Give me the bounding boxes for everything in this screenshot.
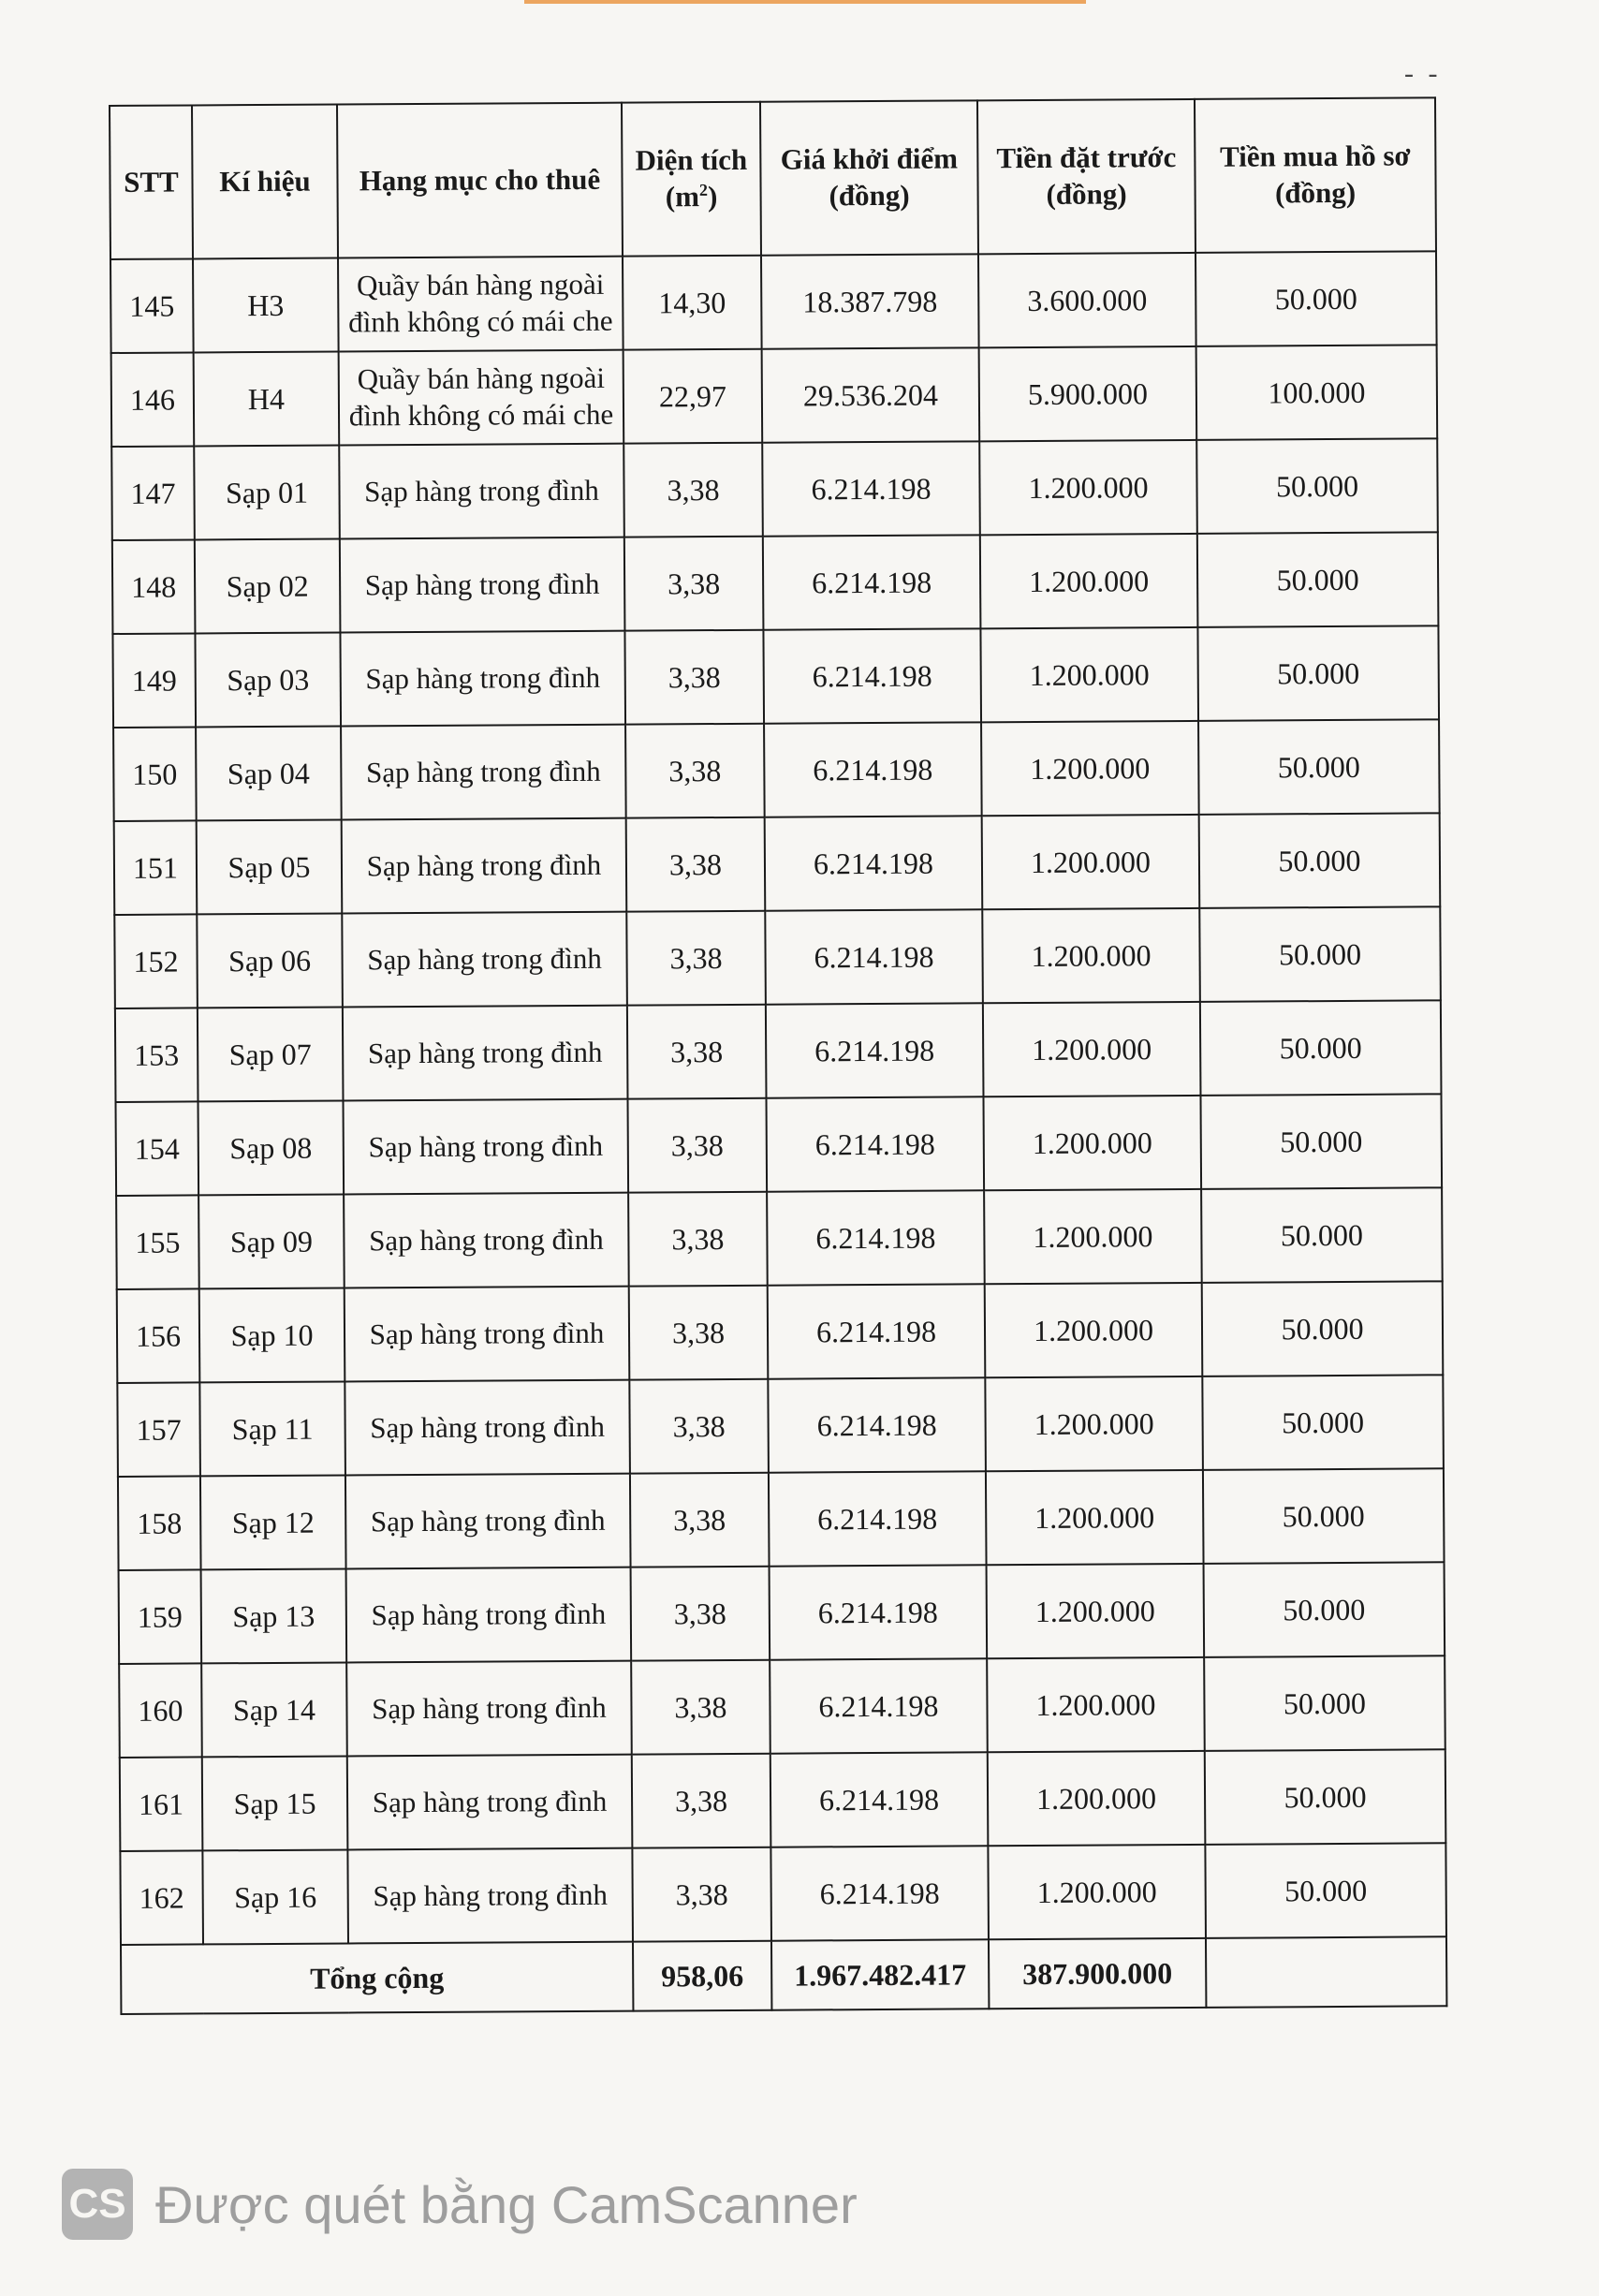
cell-dossier: 50.000 bbox=[1205, 1843, 1446, 1938]
cell-deposit: 5.900.000 bbox=[979, 346, 1197, 441]
cell-deposit: 1.200.000 bbox=[982, 908, 1200, 1003]
table-row bbox=[119, 1656, 1445, 1758]
cell-area: 3,38 bbox=[629, 1286, 769, 1380]
cell-symbol: Sạp 04 bbox=[196, 726, 342, 820]
cell-item: Sạp hàng trong đình bbox=[341, 725, 626, 820]
cell-item: Sạp hàng trong đình bbox=[342, 818, 627, 914]
table-row bbox=[111, 438, 1438, 540]
cell-dossier: 50.000 bbox=[1200, 1000, 1442, 1096]
cell-deposit: 1.200.000 bbox=[987, 1564, 1205, 1658]
cell-item: Sạp hàng trong đình bbox=[340, 631, 625, 727]
cell-stt: 157 bbox=[117, 1382, 200, 1477]
cell-area: 3,38 bbox=[627, 1005, 767, 1099]
cell-start-price: 6.214.198 bbox=[763, 535, 981, 629]
scan-marks: - - bbox=[1404, 58, 1442, 89]
cell-start-price: 6.214.198 bbox=[766, 1003, 984, 1097]
cell-deposit: 3.600.000 bbox=[978, 253, 1196, 347]
cell-area: 3,38 bbox=[626, 817, 766, 912]
cell-item: Quầy bán hàng ngoài đình không có mái che bbox=[338, 257, 623, 352]
cell-area: 3,38 bbox=[632, 1847, 771, 1942]
cell-start-price: 6.214.198 bbox=[763, 628, 981, 723]
cell-deposit: 1.200.000 bbox=[983, 1096, 1201, 1190]
cell-item: Sạp hàng trong đình bbox=[343, 1006, 628, 1101]
total-deposit: 387.900.000 bbox=[989, 1938, 1206, 2009]
cell-deposit: 1.200.000 bbox=[981, 721, 1199, 816]
header-symbol: Kí hiệu bbox=[192, 105, 338, 259]
cell-stt: 156 bbox=[117, 1288, 200, 1383]
cell-symbol: Sạp 02 bbox=[195, 539, 341, 634]
cell-deposit: 1.200.000 bbox=[984, 1189, 1202, 1284]
cell-deposit: 1.200.000 bbox=[979, 440, 1197, 535]
total-dossier bbox=[1206, 1936, 1446, 2008]
cell-stt: 145 bbox=[110, 258, 194, 353]
cell-dossier: 50.000 bbox=[1202, 1375, 1444, 1470]
cell-item: Sạp hàng trong đình bbox=[346, 1661, 632, 1757]
cell-stt: 158 bbox=[118, 1476, 201, 1570]
cell-dossier: 50.000 bbox=[1202, 1281, 1444, 1376]
cell-deposit: 1.200.000 bbox=[982, 815, 1200, 909]
cell-symbol: Sạp 08 bbox=[198, 1100, 345, 1195]
cell-symbol: Sạp 14 bbox=[201, 1662, 347, 1757]
cell-start-price: 6.214.198 bbox=[766, 1096, 984, 1191]
header-stt: STT bbox=[110, 105, 193, 259]
cell-symbol: Sạp 01 bbox=[194, 446, 340, 540]
cell-item: Sạp hàng trong đình bbox=[342, 912, 627, 1008]
cell-area: 3,38 bbox=[624, 537, 764, 631]
cell-dossier: 50.000 bbox=[1203, 1468, 1445, 1564]
table-row bbox=[120, 1843, 1446, 1945]
cell-deposit: 1.200.000 bbox=[988, 1751, 1206, 1846]
cell-dossier: 100.000 bbox=[1196, 345, 1438, 440]
table-row bbox=[114, 906, 1441, 1008]
table-row bbox=[112, 532, 1439, 634]
total-area: 958,06 bbox=[633, 1941, 771, 2011]
cell-start-price: 6.214.198 bbox=[765, 816, 983, 910]
cell-deposit: 1.200.000 bbox=[983, 1002, 1201, 1096]
cell-symbol: Sạp 07 bbox=[198, 1007, 344, 1101]
cell-start-price: 6.214.198 bbox=[767, 1190, 985, 1285]
cell-deposit: 1.200.000 bbox=[985, 1376, 1203, 1471]
cell-symbol: H4 bbox=[194, 352, 340, 447]
cell-stt: 146 bbox=[111, 352, 195, 447]
cell-start-price: 6.214.198 bbox=[770, 1658, 988, 1753]
cell-symbol: Sạp 06 bbox=[197, 913, 343, 1008]
cell-area: 3,38 bbox=[626, 911, 766, 1006]
cell-start-price: 6.214.198 bbox=[762, 441, 980, 536]
table-row bbox=[115, 1000, 1442, 1102]
cell-dossier: 50.000 bbox=[1198, 719, 1440, 815]
table-row bbox=[118, 1468, 1445, 1570]
cell-symbol: Sạp 13 bbox=[201, 1568, 347, 1663]
camscanner-logo: CS bbox=[62, 2169, 133, 2240]
cell-deposit: 1.200.000 bbox=[980, 627, 1198, 722]
cell-start-price: 6.214.198 bbox=[768, 1284, 986, 1378]
table-row bbox=[120, 1749, 1446, 1851]
cell-area: 3,38 bbox=[627, 1098, 767, 1193]
cell-item: Sạp hàng trong đình bbox=[345, 1380, 630, 1476]
header-deposit bbox=[977, 99, 1196, 254]
table-row bbox=[119, 1562, 1445, 1664]
table-row bbox=[116, 1094, 1443, 1196]
table-row bbox=[110, 251, 1437, 353]
cell-item: Sạp hàng trong đình bbox=[346, 1567, 632, 1663]
cell-symbol: Sạp 16 bbox=[202, 1849, 348, 1944]
header-start-price-unit: (đồng) bbox=[829, 178, 910, 213]
header-area-unit: (m bbox=[665, 180, 700, 213]
cell-area: 3,38 bbox=[631, 1660, 770, 1755]
table-row bbox=[113, 719, 1440, 821]
cell-item: Sạp hàng trong đình bbox=[339, 444, 624, 539]
cell-dossier: 50.000 bbox=[1197, 626, 1439, 721]
cell-start-price: 6.214.198 bbox=[770, 1846, 989, 1940]
cell-item: Sạp hàng trong đình bbox=[344, 1099, 629, 1195]
cell-dossier: 50.000 bbox=[1204, 1562, 1445, 1657]
header-dossier bbox=[1195, 97, 1436, 253]
table-row bbox=[117, 1375, 1444, 1477]
cell-area: 3,38 bbox=[623, 443, 763, 537]
cell-area: 22,97 bbox=[623, 349, 763, 444]
header-deposit-unit: (đồng) bbox=[1046, 177, 1127, 211]
header-area-unit-sup: 2 bbox=[698, 180, 709, 199]
cell-item: Sạp hàng trong đình bbox=[344, 1193, 629, 1288]
cell-item: Sạp hàng trong đình bbox=[340, 537, 625, 633]
cell-stt: 154 bbox=[116, 1101, 199, 1196]
cell-item: Sạp hàng trong đình bbox=[347, 1848, 633, 1944]
table-row bbox=[117, 1281, 1444, 1383]
table-row bbox=[112, 626, 1439, 728]
cell-stt: 161 bbox=[120, 1757, 203, 1851]
total-start-price: 1.967.482.417 bbox=[771, 1939, 989, 2009]
cell-start-price: 6.214.198 bbox=[770, 1752, 989, 1847]
table-row bbox=[111, 345, 1438, 447]
header-start-price bbox=[760, 100, 978, 255]
header-dossier-label: Tiền mua hồ sơ bbox=[1219, 139, 1411, 173]
header-deposit-label: Tiền đặt trước bbox=[996, 140, 1177, 175]
scan-edge-strip bbox=[524, 0, 1086, 4]
cell-stt: 149 bbox=[112, 633, 196, 728]
cell-stt: 152 bbox=[114, 914, 198, 1008]
cell-deposit: 1.200.000 bbox=[980, 534, 1198, 628]
cell-symbol: Sạp 03 bbox=[195, 632, 341, 727]
cell-area: 3,38 bbox=[625, 724, 765, 818]
cell-area: 3,38 bbox=[632, 1754, 771, 1848]
cell-stt: 155 bbox=[116, 1195, 199, 1289]
cell-stt: 153 bbox=[115, 1008, 198, 1102]
cell-stt: 159 bbox=[119, 1569, 202, 1664]
cell-area: 14,30 bbox=[623, 256, 762, 350]
cell-area: 3,38 bbox=[630, 1473, 770, 1567]
cell-dossier: 50.000 bbox=[1197, 532, 1439, 627]
cell-start-price: 6.214.198 bbox=[764, 722, 982, 817]
header-area-label: Diện tích bbox=[635, 143, 748, 177]
cell-symbol: Sạp 15 bbox=[202, 1756, 348, 1850]
rental-items-table bbox=[109, 96, 1447, 2015]
cell-stt: 160 bbox=[119, 1663, 202, 1758]
cell-deposit: 1.200.000 bbox=[987, 1657, 1205, 1752]
cell-deposit: 1.200.000 bbox=[986, 1470, 1204, 1565]
cell-item: Quầy bán hàng ngoài đình không có mái che bbox=[339, 350, 624, 446]
cell-dossier: 50.000 bbox=[1199, 906, 1441, 1002]
cell-area: 3,38 bbox=[631, 1567, 770, 1661]
cell-area: 3,38 bbox=[624, 630, 764, 725]
cell-item: Sạp hàng trong đình bbox=[347, 1755, 633, 1850]
header-start-price-label: Giá khởi điểm bbox=[780, 141, 959, 176]
cell-area: 3,38 bbox=[629, 1379, 769, 1474]
cell-stt: 148 bbox=[112, 539, 196, 634]
total-label: Tổng cộng bbox=[121, 1942, 633, 2014]
cell-start-price: 18.387.798 bbox=[761, 254, 979, 348]
cell-symbol: Sạp 11 bbox=[199, 1381, 345, 1476]
cell-symbol: Sạp 05 bbox=[197, 819, 343, 914]
cell-area: 3,38 bbox=[628, 1192, 768, 1287]
cell-dossier: 50.000 bbox=[1201, 1187, 1443, 1283]
header-area-unit-close: ) bbox=[707, 180, 718, 213]
cell-dossier: 50.000 bbox=[1204, 1656, 1445, 1751]
cell-start-price: 6.214.198 bbox=[770, 1565, 988, 1659]
camscanner-watermark: Được quét bằng CamScanner bbox=[155, 2175, 858, 2234]
cell-dossier: 50.000 bbox=[1196, 438, 1438, 534]
table-row bbox=[114, 813, 1441, 915]
table-body bbox=[110, 251, 1446, 1945]
total-row bbox=[121, 1936, 1446, 2014]
cell-stt: 150 bbox=[113, 727, 197, 821]
cell-stt: 162 bbox=[120, 1850, 203, 1945]
cell-dossier: 50.000 bbox=[1205, 1749, 1446, 1845]
cell-deposit: 1.200.000 bbox=[988, 1845, 1206, 1939]
cell-start-price: 29.536.204 bbox=[762, 347, 980, 442]
cell-dossier: 50.000 bbox=[1199, 813, 1441, 908]
header-item: Hạng mục cho thuê bbox=[337, 103, 623, 258]
cell-symbol: Sạp 09 bbox=[198, 1194, 345, 1288]
table-row bbox=[116, 1187, 1443, 1289]
cell-stt: 147 bbox=[111, 446, 195, 540]
cell-stt: 151 bbox=[114, 820, 198, 915]
cell-item: Sạp hàng trong đình bbox=[345, 1287, 630, 1382]
cell-item: Sạp hàng trong đình bbox=[345, 1474, 631, 1569]
cell-start-price: 6.214.198 bbox=[768, 1377, 986, 1472]
cell-dossier: 50.000 bbox=[1196, 251, 1437, 346]
cell-start-price: 6.214.198 bbox=[769, 1471, 987, 1566]
header-dossier-unit: (đồng) bbox=[1274, 175, 1357, 210]
cell-deposit: 1.200.000 bbox=[985, 1283, 1203, 1377]
header-area bbox=[622, 102, 761, 257]
cell-start-price: 6.214.198 bbox=[765, 909, 983, 1004]
cell-symbol: Sạp 10 bbox=[199, 1288, 345, 1382]
cell-dossier: 50.000 bbox=[1200, 1094, 1442, 1189]
cell-symbol: Sạp 12 bbox=[200, 1475, 346, 1569]
table-header-row bbox=[110, 97, 1436, 259]
cell-symbol: H3 bbox=[193, 258, 339, 353]
